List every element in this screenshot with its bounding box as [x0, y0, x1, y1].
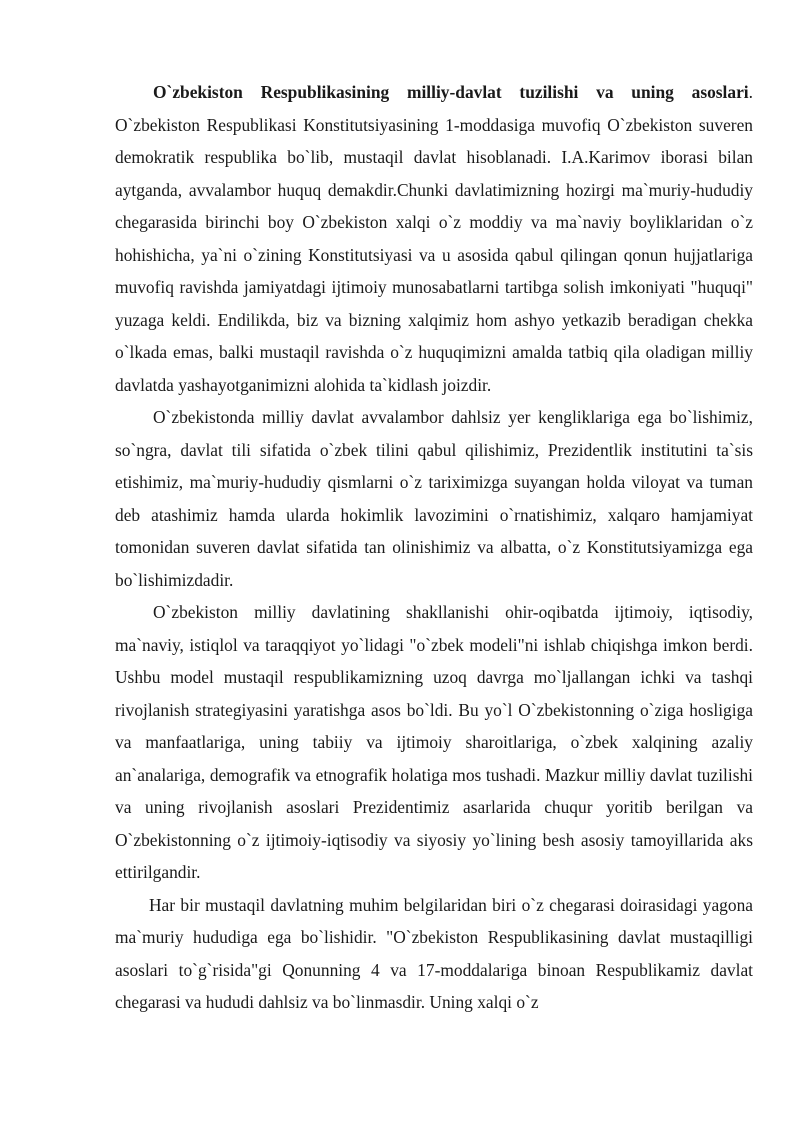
paragraph-4: Har bir mustaqil davlatning muhim belgilaridan biri o`z chegarasi doirasidagi yagona ma`muriy hududiga ega bo`lishidir. "O`zbekiston Respublikasining davlat mustaqilligi asoslari to`g`risida"gi Qonunning 4 va 17-moddalariga binoan Respublikamiz davlat chegarasi va hududi dahlsiz va bo`linmasdir. Uning xalqi o`z	[115, 894, 753, 1012]
paragraph-3: O`zbekiston milliy davlatining shakllanishi ohir-oqibatda ijtimoiy, iqtisodiy, ma`naviy, istiqlol va taraqqiyot yo`lidagi "o`zbek modeli"ni ishlab chiqishga imkon berdi. Ushbu model mustaqil respublikamizning uzoq davrga mo`ljallangan ichki va tashqi rivojlanish strategiyasini yaratishga asos bo`ldi. Bu yo`l O`zbekistonning o`ziga hosligiga va manfaatlariga, uning tabiiy va ijtimoiy sharoitlariga, o`zbek xalqining azaliy an`analariga, demografik va etnografik holatiga mos tushadi. Mazkur milliy davlat tuzilishi va uning rivojlanish asoslari Prezidentimiz asarlarida chuqur yoritib berilgan va O`zbekistonning o`z ijtimoiy-iqtisodiy va siyosiy yo`lining besh asosiy tamoyillarida aks ettirilgandir.	[115, 602, 753, 882]
paragraph-1	[115, 76, 753, 401]
paragraph-2: O`zbekistonda milliy davlat avvalambor dahlsiz yer kengliklariga ega bo`lishimiz, so`ngra, davlat tili sifatida o`zbek tilini qabul qilishimiz, Prezidentlik institutini ta`sis etishimiz, ma`muriy-hududiy qismlarni o`z tariximizga suyangan holda viloyat va tuman deb atashimiz hamda ularda hokimlik lavozimini o`rnatishimiz, xalqaro hamjamiyat tomonidan suveren davlat sifatida tan olinishimiz va albatta, o`z Konstitutsiyamizga ega bo`lishimizdadir.	[115, 407, 753, 590]
document-page	[115, 76, 753, 1019]
heading-punctuation: .	[748, 82, 753, 102]
paragraph-1-body: O`zbekiston Respublikasi Konstitutsiyasining 1-moddasiga muvofiq O`zbekiston suveren demokratik respublika bo`lib, mustaqil davlat hisoblanadi. I.A.Karimov iborasi bilan aytganda, avvalambor huquq demakdir.Chunki davlatimizning hozirgi ma`muriy-hududiy chegarasida birinchi boy O`zbekiston xalqi o`z moddiy va ma`naviy boyliklaridan o`z hohishicha, ya`ni o`zining Konstitutsiyasi va u asosida qabul qilingan qonun hujjatlariga muvofiq ravishda jamiyatdagi ijtimoiy munosabatlarni tartibga solish imkoniyati "huquqi" yuzaga keldi. Endilikda, biz va bizning xalqimiz hom ashyo yetkazib beradigan chekka o`lkada emas, balki mustaqil ravishda o`z huquqimizni amalda tatbiq qila oladigan milliy davlatda yashayotganimizni alohida ta`kidlash joizdir.	[115, 114, 753, 395]
section-heading: O`zbekiston Respublikasining milliy-davlat tuzilishi va uning asoslari	[153, 82, 749, 102]
